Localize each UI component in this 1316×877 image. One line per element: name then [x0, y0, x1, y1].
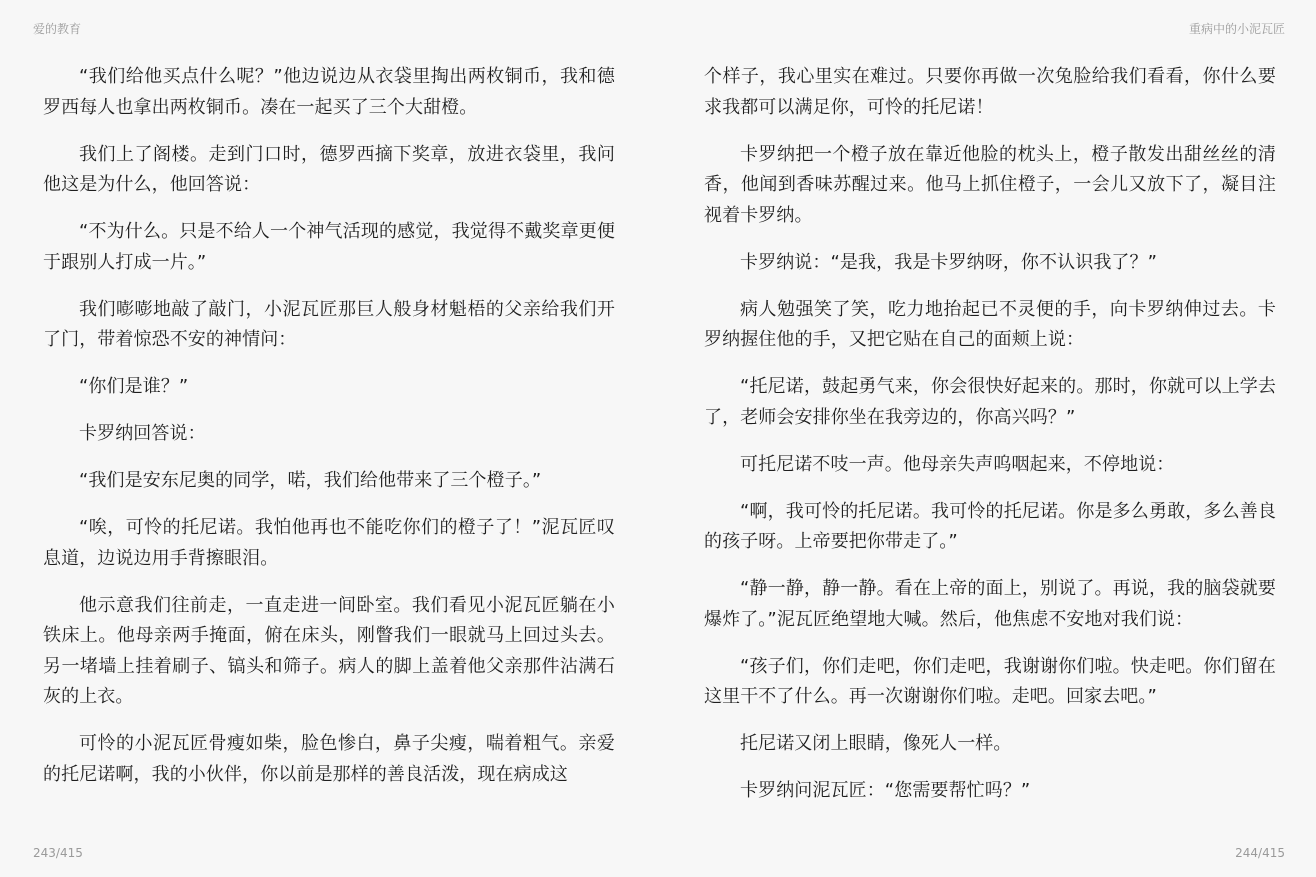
chapter-title-header: 重病中的小泥瓦匠 — [1188, 22, 1285, 36]
paragraph: “托尼诺，鼓起勇气来，你会很快好起来的。那时，你就可以上学去了，老师会安排你坐在我旁边的，你高兴吗？” — [704, 376, 1276, 428]
paragraph: 他示意我们往前走，一直走进一间卧室。我们看见小泥瓦匠躺在小铁床上。他母亲两手掩面，俯在床头，刚瞥我们一眼就马上回过头去。另一堵墙上挂着刷子、镐头和筛子。病人的脚上盖着他父亲那件沾满石灰的上衣。 — [43, 594, 615, 707]
paragraph: “我们给他买点什么呢？”他边说边从衣袋里掏出两枚铜币，我和德罗西每人也拿出两枚铜币。凑在一起买了三个大甜橙。 — [43, 66, 615, 118]
right-page — [704, 62, 1276, 823]
left-page-number: 243/415 — [33, 846, 83, 860]
book-title-header: 爱的教育 — [33, 22, 82, 36]
paragraph: 卡罗纳回答说： — [79, 423, 206, 444]
paragraph: 托尼诺又闭上眼睛，像死人一样。 — [740, 733, 1012, 754]
paragraph: “不为什么。只是不给人一个神气活现的感觉，我觉得不戴奖章更便于跟别人打成一片。” — [43, 221, 615, 273]
paragraph-continuation: 个样子，我心里实在难过。只要你再做一次兔脸给我们看看，你什么要求我都可以满足你，可怜的托尼诺！ — [704, 66, 1276, 118]
paragraph: “我们是安东尼奥的同学，喏，我们给他带来了三个橙子。” — [79, 470, 542, 491]
paragraph: 我们嘭嘭地敲了敲门，小泥瓦匠那巨人般身材魁梧的父亲给我们开了门，带着惊恐不安的神情问： — [43, 298, 615, 350]
paragraph: “唉，可怜的托尼诺。我怕他再也不能吃你们的橙子了！”泥瓦匠叹息道，边说边用手背擦眼泪。 — [43, 517, 615, 569]
paragraph: “你们是谁？” — [79, 376, 189, 397]
right-page-number: 244/415 — [1235, 846, 1285, 860]
paragraph: 卡罗纳问泥瓦匠：“您需要帮忙吗？” — [740, 780, 1031, 801]
paragraph: “孩子们，你们走吧，你们走吧，我谢谢你们啦。快走吧。你们留在这里干不了什么。再一次谢谢你们啦。走吧。回家去吧。” — [704, 655, 1276, 707]
paragraph: “啊，我可怜的托尼诺。我可怜的托尼诺。你是多么勇敢，多么善良的孩子呀。上帝要把你带走了。” — [704, 500, 1276, 552]
left-page — [43, 62, 615, 807]
paragraph: 我们上了阁楼。走到门口时，德罗西摘下奖章，放进衣袋里，我问他这是为什么，他回答说： — [43, 143, 615, 195]
paragraph: 病人勉强笑了笑，吃力地抬起已不灵便的手，向卡罗纳伸过去。卡罗纳握住他的手，又把它贴在自己的面颊上说： — [704, 298, 1276, 350]
paragraph: “静一静，静一静。看在上帝的面上，别说了。再说，我的脑袋就要爆炸了。”泥瓦匠绝望地大喊。然后，他焦虑不安地对我们说： — [704, 578, 1276, 630]
paragraph: 卡罗纳说：“是我，我是卡罗纳呀，你不认识我了？” — [740, 251, 1158, 273]
paragraph: 可托尼诺不吱一声。他母亲失声呜咽起来，不停地说： — [740, 453, 1175, 475]
paragraph: 卡罗纳把一个橙子放在靠近他脸的枕头上，橙子散发出甜丝丝的清香，他闻到香味苏醒过来。他马上抓住橙子，一会儿又放下了，凝目注视着卡罗纳。 — [704, 143, 1276, 226]
paragraph: 可怜的小泥瓦匠骨瘦如柴，脸色惨白，鼻子尖瘦，喘着粗气。亲爱的托尼诺啊，我的小伙伴，你以前是那样的善良活泼，现在病成这 — [43, 733, 615, 785]
